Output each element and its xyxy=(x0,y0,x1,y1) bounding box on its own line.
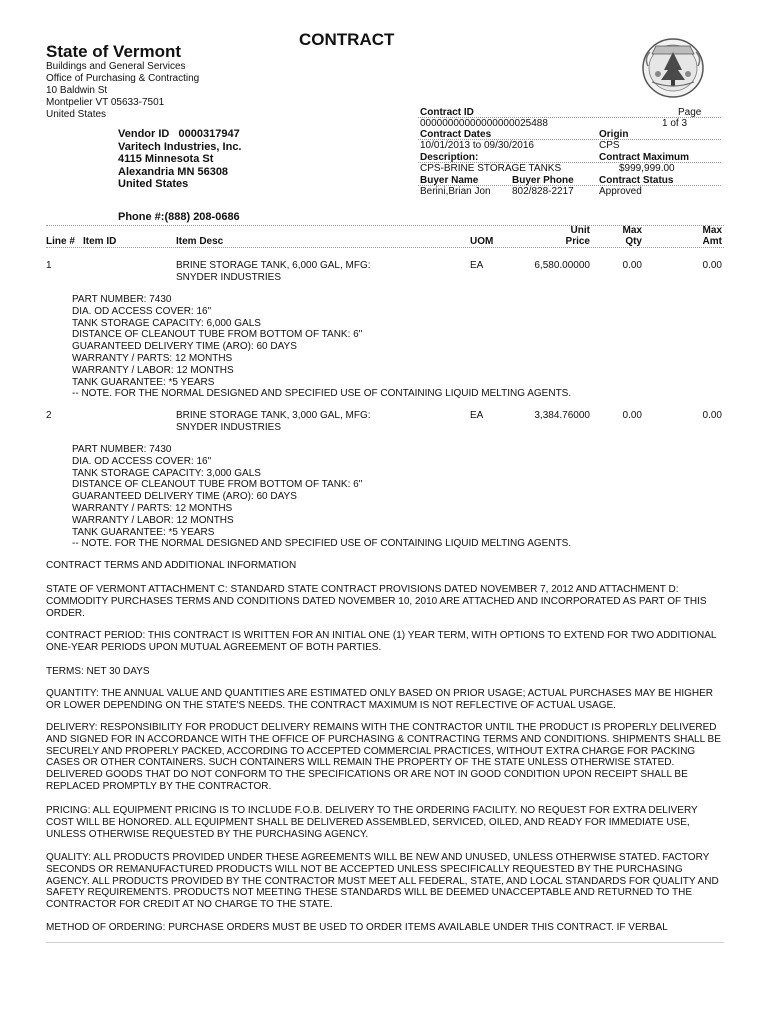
line-desc-1: BRINE STORAGE TANK, 3,000 GAL, MFG: xyxy=(176,410,371,421)
address-line: Buildings and General Services xyxy=(46,61,186,72)
description-label: Description: xyxy=(420,152,479,163)
vendor-id-row xyxy=(118,128,242,141)
contract-id-label: Contract ID xyxy=(420,107,474,118)
footer-divider xyxy=(46,942,724,943)
terms-paragraph: QUANTITY: THE ANNUAL VALUE AND QUANTITIES ARE ESTIMATED ONLY BASED ON PRIOR USAGE; ACTUAL PURCHASES MAY BE HIGHER OR LOWER DEPENDING ON THE STATE'S NEEDS. THE CONTRACT MAXIMUM IS NOT REFLECTIVE OF ACTUAL USAGE. xyxy=(46,688,714,711)
line-uom: EA xyxy=(470,260,484,271)
vendor-phone: (888) 208-0686 xyxy=(164,211,240,223)
line-details xyxy=(72,444,571,550)
detail-line: GUARANTEED DELIVERY TIME (ARO): 60 DAYS xyxy=(72,491,297,503)
line-uom: EA xyxy=(470,410,484,421)
contract-dates-label: Contract Dates xyxy=(420,129,492,140)
issuer-name: State of Vermont xyxy=(46,42,182,61)
issuer-address xyxy=(46,61,199,121)
vendor-name: Varitech Industries, Inc. xyxy=(118,140,242,153)
terms-paragraph: QUALITY: ALL PRODUCTS PROVIDED UNDER THESE AGREEMENTS WILL BE NEW AND UNUSED, UNLESS OTHERWISE STATED. FACTORY SECONDS OR REMANUFACTURED PRODUCTS WILL NOT BE ACCEPTED UNLESS SPECIFICALLY REQUESTED BY THE PURCHASING AGENCY. ALL PRODUCTS PROVIDED BY THE CONTRACTOR MUST MEET ALL FEDERAL, STATE, AND LOCAL STANDARDS FOR QUALITY AND SAFETY REQUIREMENTS. PRODUCTS NOT MEETING THESE STANDARDS WILL BE DEEMED UNACCEPTABLE AND RETURNED TO THE CONTRACTOR FOR CREDIT AT NO CHARGE TO THE STATE. xyxy=(46,852,719,911)
line-desc xyxy=(176,260,371,283)
col-max-amt-line1: Max xyxy=(702,225,722,236)
col-unit-price-line2: Price xyxy=(565,236,590,247)
contract-info-box xyxy=(418,107,721,201)
contract-dates: 10/01/2013 to 09/30/2016 xyxy=(420,140,534,151)
col-max-amt xyxy=(670,225,722,247)
col-item-desc: Item Desc xyxy=(176,236,224,247)
buyer-phone-label: Buyer Phone xyxy=(512,175,574,186)
detail-line: DISTANCE OF CLEANOUT TUBE FROM BOTTOM OF TANK: 6" xyxy=(72,329,363,341)
terms-paragraph: STATE OF VERMONT ATTACHMENT C: STANDARD STATE CONTRACT PROVISIONS DATED NOVEMBER 7, 2012 AND ATTACHMENT D: COMMODITY PURCHASES TERMS AND CONDITIONS DATED NOVEMBER 10, 2010 ARE ATTACHED AND INCORPORATED AS PART OF THIS ORDER. xyxy=(46,584,707,619)
contract-max-label: Contract Maximum xyxy=(599,152,690,163)
detail-line: -- NOTE. FOR THE NORMAL DESIGNED AND SPECIFIED USE OF CONTAINING LIQUID MELTING AGENTS. xyxy=(72,388,572,400)
contract-status: Approved xyxy=(599,186,642,197)
col-max-qty-line2: Qty xyxy=(625,236,642,247)
col-line: Line # xyxy=(46,236,75,247)
page-number: 1 of 3 xyxy=(662,118,688,129)
divider xyxy=(46,247,724,248)
line-desc xyxy=(176,410,371,433)
line-amt: 0.00 xyxy=(702,260,722,271)
line-details xyxy=(72,294,571,400)
line-desc-1: BRINE STORAGE TANK, 6,000 GAL, MFG: xyxy=(176,260,371,271)
state-seal-icon xyxy=(638,34,708,100)
terms-paragraph: CONTRACT PERIOD: THIS CONTRACT IS WRITTEN FOR AN INITIAL ONE (1) YEAR TERM, WITH OPTIONS TO EXTEND FOR TWO ADDITIONAL ONE-YEAR PERIODS UPON MUTUAL AGREEMENT OF BOTH PARTIES. xyxy=(46,630,717,653)
address-line: Montpelier VT 05633-7501 xyxy=(46,97,165,108)
address-line: United States xyxy=(46,109,107,120)
line-qty: 0.00 xyxy=(622,410,642,421)
terms-heading: CONTRACT TERMS AND ADDITIONAL INFORMATION xyxy=(46,560,297,571)
vendor-id: 0000317947 xyxy=(178,128,240,140)
line-desc-2: SNYDER INDUSTRIES xyxy=(176,271,282,283)
detail-line: TANK GUARANTEE: *5 YEARS xyxy=(72,376,215,388)
detail-line: DISTANCE OF CLEANOUT TUBE FROM BOTTOM OF TANK: 6" xyxy=(72,479,363,491)
line-number: 2 xyxy=(46,410,52,421)
vendor-city: Alexandria MN 56308 xyxy=(118,165,229,178)
terms-paragraph: DELIVERY: RESPONSIBILITY FOR PRODUCT DELIVERY REMAINS WITH THE CONTRACTOR UNTIL THE PRODUCT IS PROPERLY DELIVERED AND SIGNED FOR IN ACCORDANCE WITH THE OFFICE OF PURCHASING & CONTRACTING TERMS AND CONDITIONS. SHIPMENTS SHALL BE SECURELY AND PROPERLY PACKED, ACCORDING TO ACCEPTED COMMERCIAL PRACTICES, WITHOUT EXTRA CHARGE FOR PACKING CASES OR OTHER CONTAINERS. SUCH CONTAINERS WILL REMAIN THE PROPERTY OF THE STATE UNLESS OTHERWISE STATED. DELIVERED GOODS THAT DO NOT CONFORM TO THE SPECIFICATIONS OR ARE NOT IN GOOD CONDITION UPON RECEIPT SHALL BE REPLACED PROMPTLY BY THE CONTRACTOR. xyxy=(46,722,721,792)
col-max-qty xyxy=(590,225,642,247)
detail-line: DIA. OD ACCESS COVER: 16" xyxy=(72,305,212,317)
vendor-street: 4115 Minnesota St xyxy=(118,153,214,165)
address-line: 10 Baldwin St xyxy=(46,85,108,96)
line-price: 6,580.00000 xyxy=(534,260,590,271)
detail-line: PART NUMBER: 7430 xyxy=(72,444,172,455)
terms-paragraph: METHOD OF ORDERING: PURCHASE ORDERS MUST BE USED TO ORDER ITEMS AVAILABLE UNDER THIS CONTRACT. IF VERBAL xyxy=(46,922,668,933)
buyer-name-label: Buyer Name xyxy=(420,175,479,186)
document-title: CONTRACT xyxy=(299,30,395,49)
page-label: Page xyxy=(678,107,702,118)
col-uom: UOM xyxy=(470,236,494,247)
address-line: Office of Purchasing & Contracting xyxy=(46,73,200,84)
origin-label: Origin xyxy=(599,129,629,140)
detail-line: DIA. OD ACCESS COVER: 16" xyxy=(72,455,212,467)
detail-line: WARRANTY / LABOR: 12 MONTHS xyxy=(72,364,234,376)
detail-line: TANK STORAGE CAPACITY: 6,000 GALS xyxy=(72,317,261,329)
contract-id: 00000000000000000025488 xyxy=(420,118,548,129)
col-unit-price xyxy=(510,225,590,247)
vendor-country: United States xyxy=(118,178,189,190)
detail-line: WARRANTY / PARTS: 12 MONTHS xyxy=(72,352,233,364)
terms-paragraph: TERMS: NET 30 DAYS xyxy=(46,666,150,677)
buyer-name: Berini,Brian Jon xyxy=(420,186,491,197)
description: CPS-BRINE STORAGE TANKS xyxy=(420,163,562,174)
detail-line: TANK GUARANTEE: *5 YEARS xyxy=(72,526,215,538)
contract-max: $999,999.00 xyxy=(619,163,675,174)
detail-line: WARRANTY / PARTS: 12 MONTHS xyxy=(72,502,233,514)
vendor-block xyxy=(118,128,242,191)
detail-line: WARRANTY / LABOR: 12 MONTHS xyxy=(72,514,234,526)
col-unit-price-line1: Unit xyxy=(570,225,590,236)
col-item-id: Item ID xyxy=(83,236,117,247)
detail-line: GUARANTEED DELIVERY TIME (ARO): 60 DAYS xyxy=(72,341,297,353)
buyer-phone: 802/828-2217 xyxy=(512,186,574,197)
col-max-qty-line1: Max xyxy=(622,225,642,236)
line-amt: 0.00 xyxy=(702,410,722,421)
vendor-phone-label: Phone #: xyxy=(118,211,165,223)
detail-line: PART NUMBER: 7430 xyxy=(72,294,172,305)
origin: CPS xyxy=(599,140,620,151)
line-number: 1 xyxy=(46,260,52,271)
contract-status-label: Contract Status xyxy=(599,175,674,186)
line-price: 3,384.76000 xyxy=(534,410,590,421)
detail-line: TANK STORAGE CAPACITY: 3,000 GALS xyxy=(72,467,261,479)
detail-line: -- NOTE. FOR THE NORMAL DESIGNED AND SPECIFIED USE OF CONTAINING LIQUID MELTING AGENTS. xyxy=(72,538,572,550)
vendor-phone-row xyxy=(118,211,240,223)
col-max-amt-line2: Amt xyxy=(702,236,722,247)
line-desc-2: SNYDER INDUSTRIES xyxy=(176,421,282,433)
line-qty: 0.00 xyxy=(622,260,642,271)
terms-paragraph: PRICING: ALL EQUIPMENT PRICING IS TO INCLUDE F.O.B. DELIVERY TO THE ORDERING FACILITY. NO REQUEST FOR EXTRA DELIVERY COST WILL BE HONORED. ALL EQUIPMENT SHALL BE DELIVERED ASSEMBLED, SERVICED, OILED, AND READY FOR IMMEDIATE USE, UNLESS OTHERWISE REQUESTED BY THE PURCHASING AGENCY. xyxy=(46,805,698,840)
vendor-id-label: Vendor ID xyxy=(118,128,170,140)
